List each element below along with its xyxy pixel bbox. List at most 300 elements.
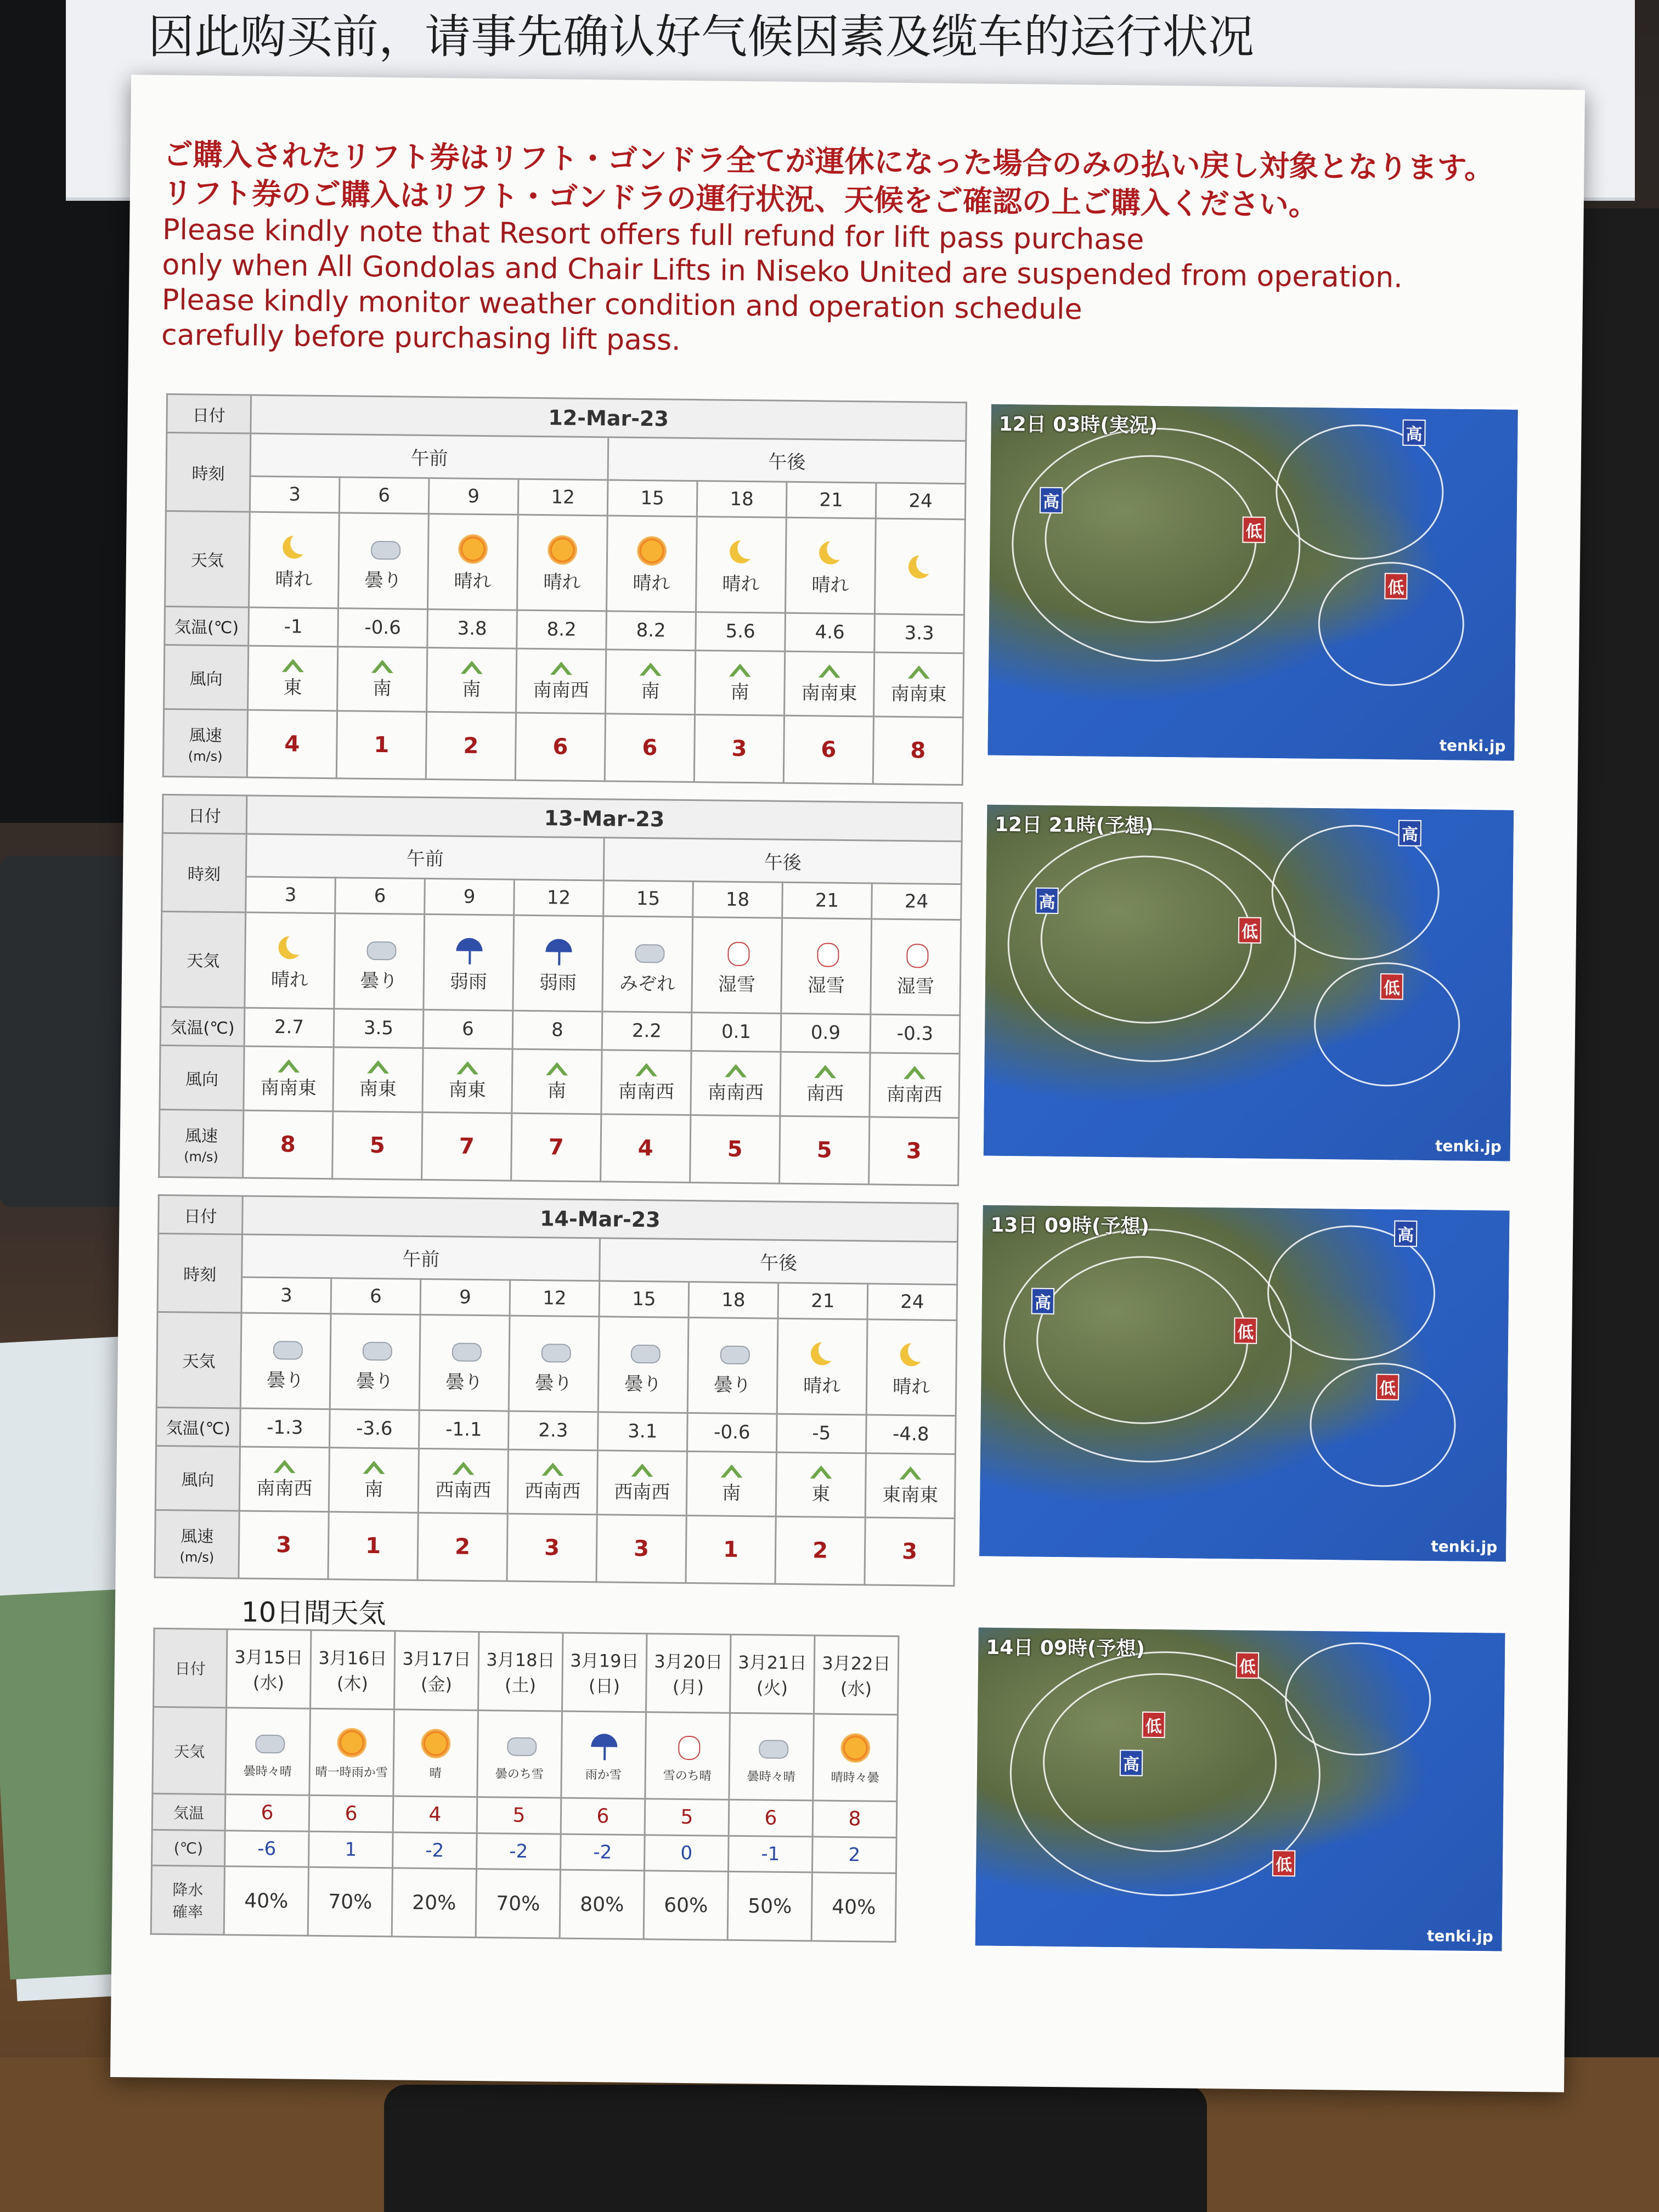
wind-speed-cell: 4	[601, 1114, 691, 1183]
hour-cell: 15	[599, 1281, 689, 1317]
wind-dir-text: 南	[721, 1482, 741, 1504]
map-timestamp: 12日 03時(実況)	[998, 413, 1158, 437]
ten-day-low: 0	[644, 1835, 729, 1871]
hour-cell: 6	[335, 878, 425, 914]
time-label: 時刻	[157, 1234, 242, 1313]
wind-arrow-icon	[899, 1466, 921, 1480]
ten-day-weather-text: 雪のち晴	[663, 1769, 712, 1784]
ten-day-date-cell	[311, 1630, 395, 1709]
temp-cell: -1.3	[240, 1408, 330, 1448]
snow-icon	[673, 1731, 703, 1761]
temp-cell: 4.6	[785, 613, 875, 652]
temp-cell: 5.6	[696, 612, 786, 651]
temp-cell: -5	[776, 1414, 866, 1453]
date-label: 日付	[167, 394, 251, 433]
ten-day-weather-text: 晴時々曇	[831, 1770, 879, 1785]
ten-day-date-cell	[646, 1634, 730, 1713]
wind-dir-cell	[422, 1048, 512, 1114]
weather-cell	[781, 918, 872, 1014]
ten-day-precip: 70%	[476, 1869, 560, 1939]
temp-cell: 0.1	[691, 1012, 781, 1052]
forecast-table	[154, 1194, 958, 1587]
sun-icon	[548, 535, 578, 565]
weather-text: 曇り	[535, 1372, 573, 1395]
ten-day-weather-cell	[813, 1714, 898, 1802]
temp-cell: 2.7	[244, 1008, 334, 1047]
ten-day-high: 6	[561, 1798, 645, 1835]
wind-dir-text: 南南西	[256, 1477, 313, 1500]
wind-speed-cell: 1	[328, 1512, 418, 1581]
ten-day-low: 1	[308, 1832, 393, 1868]
hour-cell: 9	[425, 879, 515, 915]
hour-cell: 15	[603, 881, 693, 917]
notice-en2: only when All Gondolas and Chair Lifts in Niseko United are suspended from operation.	[162, 248, 1403, 295]
wind-dir-cell	[776, 1452, 866, 1517]
wind-dir-row	[155, 1446, 955, 1518]
wind-speed-cell: 5	[780, 1116, 870, 1184]
hour-cell: 12	[518, 479, 608, 516]
wind-speed-cell: 3	[869, 1117, 959, 1186]
wind-speed-cell: 3	[694, 715, 784, 783]
weather-cell	[692, 917, 782, 1013]
wind-dir-text: 南東	[359, 1077, 397, 1100]
ten-day-precip: 60%	[644, 1871, 728, 1940]
notice-jp1: ご購入されたリフト券はリフト・ゴンドラ全てが運休になった場合のみの払い戻し対象となります。	[163, 137, 1494, 186]
sun-icon	[637, 536, 667, 566]
weather-text: 晴れ	[454, 570, 492, 592]
ten-day-weather-row	[153, 1707, 898, 1801]
pm-label: 午後	[608, 437, 966, 484]
temp-label: 気温(℃)	[165, 606, 249, 646]
sun-icon	[337, 1728, 367, 1758]
ten-day-weekday: (火)	[756, 1677, 788, 1699]
high-pressure-mark: 高	[1394, 1220, 1418, 1246]
weather-cell	[424, 914, 514, 1011]
wind-speed-cell: 6	[605, 714, 695, 782]
wind-dir-cell	[333, 1047, 423, 1113]
wind-dir-text: 南南東	[890, 682, 947, 706]
weather-cell	[249, 512, 340, 608]
wind-speed-cell: 5	[332, 1111, 422, 1180]
temp-cell: -1.1	[419, 1410, 509, 1449]
snow-icon	[811, 938, 842, 968]
wind-speed-cell: 2	[775, 1516, 865, 1585]
wind-dir-text: 南	[462, 678, 481, 701]
high-pressure-mark: 高	[1402, 420, 1426, 446]
pm-label: 午後	[600, 1238, 958, 1285]
wind-speed-unit: (m/s)	[179, 1549, 215, 1565]
ten-day-high: 6	[225, 1795, 309, 1832]
pm-label: 午後	[603, 838, 962, 884]
ten-day-date-cell	[227, 1629, 311, 1709]
wind-speed-label-text: 風速	[184, 1126, 218, 1146]
wind-dir-cell	[239, 1447, 329, 1512]
wind-arrow-icon	[282, 659, 304, 672]
hour-cell: 3	[241, 1277, 331, 1313]
wind-dir-text: 東南東	[882, 1483, 939, 1506]
map-timestamp: 13日 09時(予想)	[990, 1214, 1150, 1238]
wind-dir-cell	[870, 1053, 960, 1118]
wind-arrow-icon	[635, 1063, 657, 1076]
hour-cell: 3	[250, 476, 340, 512]
forecast-date: 14-Mar-23	[242, 1196, 958, 1242]
wind-speed-cell: 4	[247, 710, 337, 778]
cloud-icon	[633, 936, 663, 967]
temp-cell: -1	[249, 607, 338, 647]
wind-dir-row	[164, 645, 964, 718]
snow-icon	[901, 939, 931, 969]
ten-day-weather-text: 晴一時雨か雪	[315, 1765, 388, 1780]
wind-dir-text: 南	[373, 677, 392, 699]
ten-day-high: 5	[645, 1799, 729, 1836]
wind-arrow-icon	[363, 1460, 385, 1474]
forecast-day-1	[162, 393, 1538, 792]
hour-cell: 12	[514, 879, 604, 916]
temp-cell: -0.6	[338, 608, 428, 647]
weather-cell	[245, 912, 335, 1009]
temp-cell: -0.3	[870, 1014, 960, 1054]
wind-arrow-icon	[456, 1061, 478, 1074]
wind-dir-text: 南	[364, 1478, 383, 1500]
ten-day-date: 3月20日	[654, 1651, 723, 1673]
ten-day-date-cell	[730, 1634, 814, 1714]
wind-arrow-icon	[729, 663, 751, 676]
wind-speed-cell: 8	[243, 1110, 333, 1179]
ten-day-weather-text: 雨か雪	[585, 1768, 622, 1782]
ten-day-date: 3月18日	[486, 1649, 555, 1671]
wind-dir-cell	[248, 646, 338, 711]
weather-cell	[509, 1316, 599, 1412]
high-pressure-mark: 高	[1398, 820, 1422, 846]
weather-text: 晴れ	[803, 1374, 841, 1397]
weather-text: 湿雪	[718, 973, 756, 996]
weather-text: みぞれ	[619, 972, 676, 995]
weather-cell	[419, 1314, 510, 1411]
wind-dir-text: 南南東	[260, 1076, 317, 1099]
weather-text: 晴れ	[811, 574, 849, 596]
wind-arrow-icon	[819, 664, 840, 678]
forecast-date: 13-Mar-23	[246, 795, 962, 842]
wind-speed-cell: 2	[417, 1513, 507, 1581]
low-pressure-mark: 低	[1236, 1652, 1260, 1678]
wind-dir-text: 南	[730, 681, 749, 703]
wind-speed-unit: (m/s)	[184, 1148, 219, 1165]
ten-day-precip: 40%	[811, 1872, 896, 1942]
ten-day-weekday: (水)	[252, 1672, 285, 1694]
cloud-icon	[539, 1336, 569, 1366]
weather-cell	[428, 514, 518, 610]
ten-day-weather-text: 曇のち雪	[495, 1767, 544, 1781]
time-label: 時刻	[162, 833, 246, 912]
isobar	[1006, 827, 1297, 1063]
weather-cell	[602, 916, 693, 1013]
temp-cell: 8.2	[606, 611, 696, 651]
wind-arrow-icon	[640, 663, 662, 676]
wind-speed-cell: 6	[515, 713, 605, 781]
wind-dir-cell	[512, 1049, 602, 1114]
moon-icon	[816, 538, 846, 568]
wind-arrow-icon	[371, 659, 393, 673]
background-stand	[384, 2085, 1207, 2212]
notice-en4: carefully before purchasing lift pass.	[161, 318, 681, 357]
wind-arrow-icon	[904, 1066, 926, 1079]
ten-day-high: 4	[393, 1796, 477, 1833]
ampm-row	[162, 833, 962, 884]
weather-text: 湿雪	[896, 975, 935, 998]
wind-speed-unit: (m/s)	[188, 748, 223, 764]
cloud-icon	[757, 1732, 787, 1762]
notice-jp2: リフト券のご購入はリフト・ゴンドラの運行状況、天候をご確認の上ご購入ください。	[162, 175, 1319, 222]
ten-day-weather-cell	[477, 1711, 562, 1798]
weather-map	[981, 803, 1516, 1164]
wind-arrow-icon	[720, 1464, 742, 1477]
notice-en1: Please kindly note that Resort offers full refund for lift pass purchase	[162, 213, 1144, 257]
weather-cell	[513, 915, 603, 1012]
ten-day-date: 3月19日	[570, 1650, 639, 1672]
weather-cell	[334, 913, 425, 1010]
wind-dir-label: 風向	[164, 645, 249, 710]
weather-sheet	[110, 75, 1585, 2092]
weather-map-4	[973, 1626, 1508, 1954]
ten-day-low: -2	[560, 1834, 645, 1870]
ten-day-low: -6	[224, 1831, 309, 1867]
temp-cell: -0.6	[687, 1413, 777, 1452]
wind-dir-text: 西南西	[524, 1480, 581, 1503]
wind-arrow-icon	[725, 1064, 747, 1077]
ten-day-weather-cell	[309, 1708, 394, 1796]
weather-cell	[606, 516, 697, 612]
wind-arrow-icon	[908, 665, 930, 679]
wind-speed-row	[159, 1109, 959, 1185]
ten-day-precip-label	[151, 1865, 224, 1934]
wind-dir-cell	[686, 1452, 776, 1517]
low-pressure-mark: 低	[1272, 1850, 1296, 1876]
ten-day-weekday: (水)	[840, 1678, 872, 1700]
temp-cell: 8	[512, 1011, 602, 1050]
cloud-icon	[505, 1729, 535, 1759]
wind-dir-label: 風向	[160, 1046, 244, 1111]
ten-day-date-cell	[394, 1631, 479, 1711]
forecast-day-2	[158, 794, 1533, 1192]
temp-label: 気温(℃)	[156, 1407, 241, 1447]
date-label: 日付	[162, 794, 247, 834]
isobar	[1011, 426, 1301, 663]
moon-icon	[897, 1340, 927, 1370]
cloud-icon	[369, 533, 399, 563]
ten-day-high: 6	[729, 1799, 813, 1837]
ten-day-weekday: (土)	[504, 1674, 537, 1696]
umbrella-icon	[543, 935, 573, 966]
temp-cell: -3.6	[329, 1409, 419, 1448]
ten-day-weather-text: 晴	[429, 1766, 442, 1780]
refund-notice	[161, 136, 1535, 367]
temp-cell: 6	[423, 1009, 513, 1049]
ten-day-high: 5	[477, 1797, 561, 1835]
wind-dir-text: 東	[283, 676, 302, 699]
moon-icon	[808, 1339, 838, 1369]
weather-text: 晴れ	[270, 968, 309, 991]
map-brand: tenki.jp	[1426, 1927, 1493, 1946]
ten-day-weekday: (木)	[336, 1673, 369, 1694]
wind-arrow-icon	[541, 1463, 563, 1476]
wind-arrow-icon	[278, 1059, 300, 1073]
wind-dir-cell	[780, 1052, 870, 1117]
ten-day-high: 6	[309, 1795, 393, 1832]
ten-day-precip: 20%	[392, 1868, 476, 1938]
hour-cell: 6	[339, 477, 429, 514]
weather-text: 晴れ	[633, 572, 670, 595]
wind-arrow-icon	[550, 662, 572, 675]
umbrella-icon	[589, 1730, 619, 1760]
low-pressure-mark: 低	[1380, 973, 1404, 1000]
map-timestamp: 12日 21時(予想)	[994, 813, 1154, 838]
weather-cell	[871, 919, 961, 1015]
weather-cell	[866, 1319, 957, 1416]
ten-day-weather-cell	[225, 1708, 311, 1796]
wind-arrow-icon	[461, 661, 483, 674]
moon-icon	[726, 537, 757, 567]
wind-dir-cell	[597, 1451, 687, 1516]
temp-label: 気温(℃)	[160, 1007, 245, 1046]
hour-cell: 18	[697, 481, 787, 517]
wind-arrow-icon	[274, 1460, 296, 1473]
temp-cell: 3.3	[874, 614, 964, 653]
weather-cell	[598, 1317, 689, 1413]
wind-dir-cell	[244, 1046, 334, 1111]
ten-day-temp-label: 気温	[152, 1793, 225, 1831]
forecast-day-3	[154, 1194, 1529, 1593]
ten-day-date-label: 日付	[154, 1628, 227, 1707]
ten-day-low: -2	[476, 1833, 561, 1870]
high-pressure-mark: 高	[1120, 1750, 1143, 1776]
ten-day-date: 3月17日	[402, 1648, 471, 1670]
isobar	[1002, 1227, 1293, 1464]
sun-icon	[840, 1733, 871, 1763]
forecast-table	[162, 393, 967, 786]
low-pressure-mark: 低	[1242, 516, 1266, 543]
wind-dir-cell	[516, 648, 606, 714]
moon-icon	[905, 552, 935, 582]
temp-cell: 3.8	[427, 609, 517, 648]
ten-day-weather-cell	[561, 1711, 646, 1799]
ten-day-date-cell	[814, 1635, 898, 1715]
weather-text: 曇り	[364, 569, 402, 592]
wind-speed-label-text: 風速	[180, 1526, 214, 1547]
hour-cell: 3	[246, 877, 336, 913]
high-pressure-mark: 高	[1040, 487, 1063, 514]
temp-cell: 2.3	[508, 1411, 598, 1451]
temp-cell: 8.2	[517, 610, 607, 650]
ten-day-date-cell	[562, 1633, 646, 1712]
ten-day-table	[150, 1628, 900, 1943]
temp-cell: 0.9	[781, 1013, 871, 1053]
wind-dir-text: 南南西	[707, 1081, 764, 1104]
wind-dir-cell	[427, 648, 517, 713]
ten-day-low: 2	[812, 1837, 896, 1873]
temp-cell: 2.2	[602, 1012, 692, 1051]
wind-dir-cell	[785, 651, 874, 716]
map-brand: tenki.jp	[1431, 1537, 1498, 1556]
forecast-date: 12-Mar-23	[251, 395, 967, 441]
wind-speed-cell: 1	[686, 1516, 776, 1584]
ten-day-weather-cell	[645, 1712, 730, 1800]
wind-speed-label-text: 風速	[189, 725, 222, 746]
cloud-icon	[629, 1337, 659, 1367]
map-brand: tenki.jp	[1435, 1137, 1502, 1156]
sun-icon	[458, 534, 488, 564]
weather-text: 曇り	[445, 1371, 483, 1393]
umbrella-icon	[454, 934, 484, 964]
ten-day-weather-cell	[393, 1709, 478, 1797]
low-pressure-mark: 低	[1376, 1374, 1400, 1400]
cloud-icon	[253, 1726, 283, 1757]
wind-dir-text: 南	[547, 1079, 567, 1102]
weather-label: 天気	[161, 911, 246, 1007]
weather-text: 曇り	[624, 1373, 662, 1396]
wind-dir-label: 風向	[155, 1446, 240, 1511]
wind-arrow-icon	[631, 1464, 653, 1477]
hour-cell: 9	[428, 478, 518, 515]
precip-label-2: 確率	[172, 1903, 204, 1921]
wind-speed-cell: 1	[336, 711, 426, 780]
wind-dir-text: 南西	[806, 1082, 844, 1105]
ten-day-weather-text: 曇時々晴	[243, 1764, 292, 1779]
sun-icon	[421, 1728, 451, 1758]
temp-cell: -4.8	[866, 1415, 956, 1454]
high-pressure-mark: 高	[1035, 888, 1059, 914]
hour-cell: 24	[867, 1284, 957, 1320]
wind-speed-label	[163, 709, 247, 777]
wind-arrow-icon	[367, 1060, 389, 1073]
wind-dir-text: 西南西	[435, 1479, 492, 1502]
weather-text: 弱雨	[539, 971, 577, 994]
map-timestamp: 14日 09時(予想)	[986, 1636, 1146, 1661]
weather-cell	[785, 517, 876, 614]
am-label: 午前	[242, 1234, 600, 1281]
hour-cell: 18	[689, 1282, 778, 1318]
wind-dir-row	[160, 1046, 960, 1118]
wind-dir-text: 南南西	[533, 679, 589, 702]
weather-cell	[240, 1313, 331, 1409]
wind-dir-text: 南東	[448, 1078, 487, 1101]
wind-speed-cell: 3	[865, 1517, 955, 1586]
weather-label: 天気	[165, 511, 250, 607]
wind-speed-cell: 3	[596, 1515, 686, 1583]
ten-day-weather-text: 曇時々晴	[747, 1769, 795, 1784]
wind-dir-cell	[865, 1453, 955, 1519]
am-label: 午前	[250, 433, 608, 480]
wind-dir-text: 南南西	[618, 1080, 675, 1103]
weather-text: 曇り	[356, 1370, 394, 1393]
ten-day-low: -1	[728, 1836, 812, 1872]
weather-cell	[338, 513, 429, 610]
weather-cell	[696, 516, 786, 613]
weather-text: 晴れ	[543, 571, 581, 594]
ten-day-weekday: (金)	[420, 1673, 453, 1695]
weather-map	[985, 402, 1520, 763]
time-label: 時刻	[166, 433, 250, 512]
hour-cell: 21	[782, 883, 872, 919]
wind-speed-cell: 5	[690, 1115, 780, 1184]
wind-arrow-icon	[452, 1462, 474, 1475]
wind-speed-cell: 7	[422, 1112, 512, 1181]
snow-icon	[722, 937, 752, 967]
cloud-icon	[718, 1338, 748, 1368]
hour-cell: 12	[510, 1280, 600, 1316]
wind-speed-label	[155, 1510, 239, 1578]
date-label: 日付	[159, 1195, 243, 1234]
low-pressure-mark: 低	[1384, 573, 1408, 599]
